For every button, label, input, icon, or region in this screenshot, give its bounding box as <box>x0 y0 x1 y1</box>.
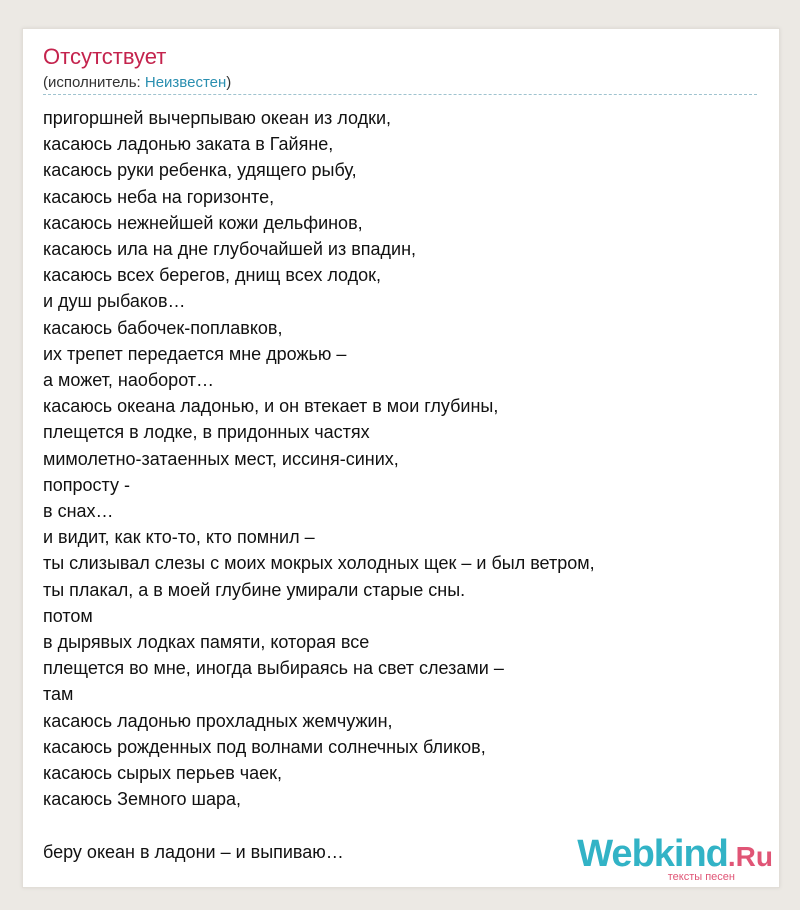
lyric-line: и видит, как кто-то, кто помнил – <box>43 527 315 548</box>
lyric-line: ты плакал, а в моей глубине умирали старые сны. <box>43 579 466 600</box>
lyric-line: пригоршней вычерпываю океан из лодки, <box>43 108 392 128</box>
lyric-line: ты слизывал слезы с моих мокрых холодных щек – и был ветром, <box>43 553 595 574</box>
lyric-line: в дырявых лодках памяти, которая все <box>43 632 370 653</box>
lyric-line: мимолетно-затаенных мест, иссиня-синих, <box>43 448 399 469</box>
site-logo[interactable] <box>577 834 773 883</box>
lyric-line: касаюсь бабочек-поплавков, <box>43 317 283 338</box>
lyric-line: их трепет передается мне дрожью – <box>43 343 347 364</box>
logo-suffix: .Ru <box>727 841 773 872</box>
lyric-line: касаюсь руки ребенка, удящего рыбу, <box>43 160 357 181</box>
logo-tagline: тексты песен <box>667 871 735 883</box>
lyric-line: в снах… <box>43 501 114 522</box>
lyric-line: касаюсь океана ладонью, и он втекает в мои глубины, <box>43 396 499 417</box>
lyric-line <box>43 812 595 838</box>
lyric-line: потом <box>43 605 93 626</box>
lyric-line: касаюсь ладонью заката в Гайяне, <box>43 134 334 155</box>
artist-suffix: ) <box>226 74 232 91</box>
lyric-line: касаюсь Земного шара, <box>43 789 242 810</box>
lyrics-text <box>43 105 595 865</box>
artist-link[interactable]: Неизвестен <box>144 74 227 91</box>
lyrics-card <box>22 28 780 888</box>
lyric-line: а может, наоборот… <box>43 370 215 391</box>
lyric-line: касаюсь ила на дне глубочайшей из впадин, <box>43 239 417 260</box>
lyric-line: беру океан в ладони – и выпиваю… <box>43 841 344 862</box>
lyric-line: попросту - <box>43 474 130 495</box>
lyric-line: плещется во мне, иногда выбираясь на свет слезами – <box>43 658 504 679</box>
artist-prefix: (исполнитель: <box>43 74 145 91</box>
lyric-line: касаюсь рожденных под волнами солнечных бликов, <box>43 736 486 757</box>
lyric-line: касаюсь ладонью прохладных жемчужин, <box>43 710 393 731</box>
lyric-line: и душ рыбаков… <box>43 291 186 312</box>
lyric-line: касаюсь неба на горизонте, <box>43 186 275 207</box>
lyric-line: касаюсь сырых перьев чаек, <box>43 763 283 784</box>
logo-main-text: Webkind <box>577 833 728 875</box>
lyric-line: плещется в лодке, в придонных частях <box>43 422 370 443</box>
song-title: Отсутствует <box>43 44 167 69</box>
lyric-line: касаюсь нежнейшей кожи дельфинов, <box>43 212 363 233</box>
dashed-divider <box>43 94 757 95</box>
artist-line <box>43 73 231 93</box>
lyric-line: там <box>43 684 74 705</box>
lyric-line: касаюсь всех берегов, днищ всех лодок, <box>43 265 382 286</box>
